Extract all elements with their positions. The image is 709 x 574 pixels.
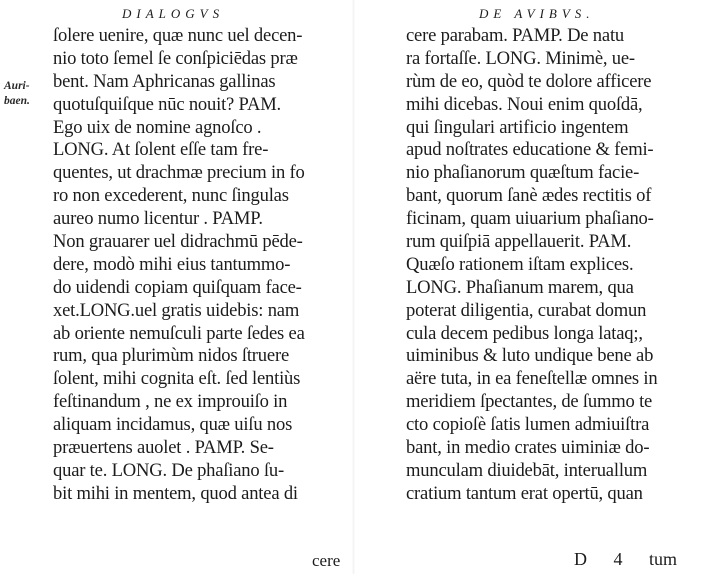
text-line: quar te. LONG. De phaſiano ſu- bbox=[53, 459, 284, 481]
text-line: apud noſtrates educatione & femi- bbox=[406, 139, 654, 161]
text-line: ficinam, quam uiuarium phaſiano- bbox=[406, 208, 654, 230]
text-line: Quæſo rationem iſtam explices. bbox=[406, 253, 634, 275]
margin-note: Auri-baen. bbox=[4, 80, 30, 107]
text-line: ſolere uenire, quæ nunc uel decen- bbox=[53, 25, 303, 46]
text-line: poterat diligentia, curabat domun bbox=[406, 299, 647, 321]
running-head: DIALOGVS bbox=[122, 6, 225, 21]
text-line: quotuſquiſque nūc nouit? PAM. bbox=[53, 93, 282, 115]
text-block bbox=[53, 25, 305, 506]
text-line: aureo numo licentur . PAMP. bbox=[53, 208, 263, 230]
text-line: feſtinandum , ne ex improuiſo in bbox=[53, 391, 288, 413]
catchword: cere bbox=[312, 551, 341, 570]
text-line: Non grauarer uel didrachmū pēde- bbox=[53, 231, 303, 253]
running-head: DE AVIBVS. bbox=[479, 6, 595, 21]
text-line: cere parabam. PAMP. De natu bbox=[406, 25, 625, 46]
text-line: dere, modò mihi eius tantummo- bbox=[53, 253, 291, 275]
right-page bbox=[355, 0, 709, 574]
text-line: munculam diuidebāt, interuallum bbox=[406, 459, 648, 481]
text-line: xet.LONG.uel gratis uidebis: nam bbox=[53, 299, 300, 321]
text-line: bant, in medio crates uiminiæ do- bbox=[406, 437, 650, 459]
text-line: cto copioſè ſatis lumen admiuiſtra bbox=[406, 414, 650, 436]
text-line: LONG. Phaſianum marem, qua bbox=[406, 276, 634, 298]
text-line: aëre tuta, in ea feneſtellæ omnes in bbox=[406, 368, 658, 390]
text-line: cula decem pedibus longa lataq;, bbox=[406, 322, 643, 344]
signature-mark bbox=[574, 549, 677, 570]
text-line: præuertens auolet . PAMP. Se- bbox=[53, 437, 274, 459]
text-line: LONG. At ſolent eſſe tam fre- bbox=[53, 139, 269, 161]
text-line: do uidendi copiam quiſquam face- bbox=[53, 276, 302, 298]
text-line: ro non excederent, nunc ſingulas bbox=[53, 185, 289, 207]
text-line: ra fortaſſe. LONG. Minimè, ue- bbox=[406, 47, 635, 69]
signature-text: D 4 bbox=[574, 549, 623, 569]
text-line: rum, qua plurimùm nidos ſtruere bbox=[53, 345, 289, 367]
text-line: mihi dicebas. Noui enim quoſdā, bbox=[406, 93, 643, 115]
text-line: bant, quorum ſanè ædes rectitis of bbox=[406, 185, 652, 207]
text-block bbox=[406, 25, 657, 506]
text-line: aliquam incidamus, quæ uiſu nos bbox=[53, 414, 293, 436]
text-line: bent. Nam Aphricanas gallinas bbox=[53, 70, 276, 92]
left-page bbox=[0, 0, 354, 574]
text-line: rùm de eo, quòd te dolore afficere bbox=[406, 70, 652, 92]
text-line: nio toto ſemel ſe conſpiciēdas præ bbox=[53, 47, 298, 69]
text-line: cratium tantum erat opertū, quan bbox=[406, 482, 643, 504]
catchword: tum bbox=[649, 549, 678, 569]
text-line: uiminibus & luto undique bene ab bbox=[406, 345, 654, 367]
text-line: bit mihi in mentem, quod antea di bbox=[53, 482, 298, 504]
text-line: ab oriente nemuſculi parte ſedes ea bbox=[53, 322, 305, 344]
text-line: Ego uix de nomine agnoſco . bbox=[53, 116, 262, 138]
text-line: rum quiſpiā appellauerit. PAM. bbox=[406, 231, 632, 253]
text-line: nio phaſianorum quæſtum facie- bbox=[406, 162, 640, 184]
text-line: ſolent, mihi cognita eſt. ſed lentiùs bbox=[53, 368, 301, 390]
text-line: quentes, ut drachmæ precium in fo bbox=[53, 162, 305, 184]
text-line: meridiem ſpectantes, de ſummo te bbox=[406, 391, 653, 413]
text-line: qui ſingulari artificio ingentem bbox=[406, 116, 629, 138]
